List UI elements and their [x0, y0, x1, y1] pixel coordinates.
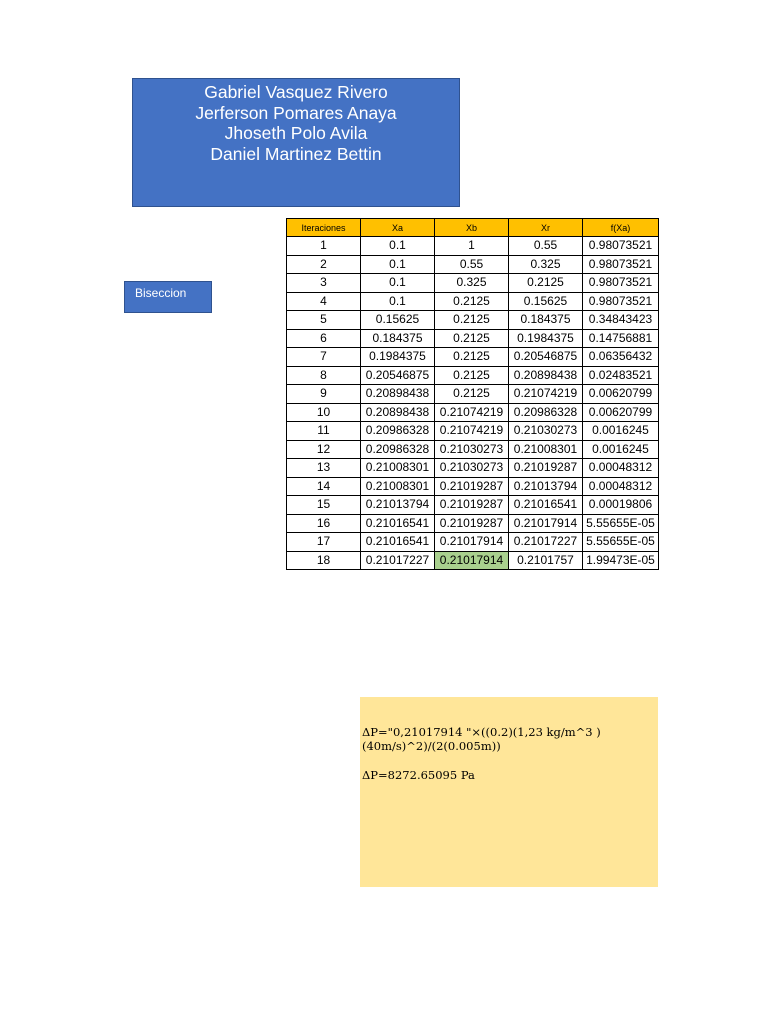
bisection-button[interactable]: Biseccion — [124, 281, 212, 313]
table-row — [287, 274, 659, 293]
cell-xr: 0.21016541 — [509, 496, 583, 515]
cell-xb: 0.21019287 — [435, 496, 509, 515]
table-row — [287, 514, 659, 533]
cell-xa: 0.21017227 — [361, 551, 435, 570]
cell-xr: 0.15625 — [509, 292, 583, 311]
cell-fxa: 0.06356432 — [583, 348, 659, 367]
table-row — [287, 255, 659, 274]
table-row — [287, 311, 659, 330]
cell-xa: 0.1 — [361, 255, 435, 274]
table-header-row — [287, 219, 659, 237]
cell-fxa: 0.98073521 — [583, 292, 659, 311]
author-name: Jhoseth Polo Avila — [224, 123, 368, 143]
author-name: Gabriel Vasquez Rivero — [204, 82, 388, 102]
cell-iteration: 8 — [287, 366, 361, 385]
header-iteraciones: Iteraciones — [287, 219, 361, 237]
cell-xa: 0.15625 — [361, 311, 435, 330]
cell-xr: 0.21074219 — [509, 385, 583, 404]
cell-xb: 0.55 — [435, 255, 509, 274]
header-xa: Xa — [361, 219, 435, 237]
cell-iteration: 13 — [287, 459, 361, 478]
cell-fxa: 0.02483521 — [583, 366, 659, 385]
cell-xr: 0.55 — [509, 237, 583, 256]
cell-xa: 0.21016541 — [361, 514, 435, 533]
table-row — [287, 459, 659, 478]
cell-iteration: 7 — [287, 348, 361, 367]
cell-fxa: 0.00019806 — [583, 496, 659, 515]
cell-xa: 0.21008301 — [361, 477, 435, 496]
formula-box — [360, 697, 658, 887]
cell-fxa: 0.98073521 — [583, 255, 659, 274]
cell-xa: 0.21008301 — [361, 459, 435, 478]
cell-xb: 0.21017914 — [435, 551, 509, 570]
header-xb: Xb — [435, 219, 509, 237]
cell-xb: 0.2125 — [435, 329, 509, 348]
cell-iteration: 14 — [287, 477, 361, 496]
cell-xa: 0.1 — [361, 237, 435, 256]
cell-fxa: 0.00048312 — [583, 477, 659, 496]
cell-xr: 0.325 — [509, 255, 583, 274]
cell-fxa: 5.55655E-05 — [583, 533, 659, 552]
formula-pressure-expression: ΔP="0,21017914 "×((0.2)(1,23 kg/m^3 )(40m/s)^2)/(2(0.005m)) — [362, 725, 601, 753]
cell-fxa: 1.99473E-05 — [583, 551, 659, 570]
table-row — [287, 385, 659, 404]
cell-fxa: 0.0016245 — [583, 422, 659, 441]
cell-fxa: 0.34843423 — [583, 311, 659, 330]
cell-iteration: 4 — [287, 292, 361, 311]
authors-box — [132, 78, 460, 207]
cell-xb: 0.21019287 — [435, 477, 509, 496]
cell-iteration: 9 — [287, 385, 361, 404]
table-row — [287, 329, 659, 348]
cell-iteration: 10 — [287, 403, 361, 422]
cell-xa: 0.20986328 — [361, 422, 435, 441]
author-name: Jerferson Pomares Anaya — [195, 102, 397, 123]
table-row — [287, 440, 659, 459]
cell-fxa: 0.00620799 — [583, 403, 659, 422]
cell-xb: 0.2125 — [435, 311, 509, 330]
cell-xb: 0.21030273 — [435, 440, 509, 459]
cell-xa: 0.1984375 — [361, 348, 435, 367]
table-row — [287, 496, 659, 515]
cell-xa: 0.1 — [361, 274, 435, 293]
table-row — [287, 348, 659, 367]
cell-xr: 0.20986328 — [509, 403, 583, 422]
table-row — [287, 533, 659, 552]
cell-iteration: 6 — [287, 329, 361, 348]
cell-xa: 0.1 — [361, 292, 435, 311]
cell-xr: 0.21008301 — [509, 440, 583, 459]
cell-xb: 0.21019287 — [435, 514, 509, 533]
author-name: Daniel Martinez Bettin — [210, 143, 382, 164]
cell-xa: 0.20898438 — [361, 385, 435, 404]
cell-xa: 0.21016541 — [361, 533, 435, 552]
cell-xr: 0.184375 — [509, 311, 583, 330]
cell-fxa: 0.00620799 — [583, 385, 659, 404]
cell-xb: 0.2125 — [435, 292, 509, 311]
cell-iteration: 3 — [287, 274, 361, 293]
cell-iteration: 18 — [287, 551, 361, 570]
cell-xb: 0.2125 — [435, 348, 509, 367]
cell-xb: 0.21030273 — [435, 459, 509, 478]
table-row — [287, 292, 659, 311]
cell-xr: 0.21019287 — [509, 459, 583, 478]
cell-xr: 0.1984375 — [509, 329, 583, 348]
cell-xb: 1 — [435, 237, 509, 256]
cell-xb: 0.21017914 — [435, 533, 509, 552]
cell-xb: 0.2125 — [435, 385, 509, 404]
cell-xb: 0.21074219 — [435, 422, 509, 441]
cell-xa: 0.184375 — [361, 329, 435, 348]
cell-xb: 0.2125 — [435, 366, 509, 385]
cell-xr: 0.20898438 — [509, 366, 583, 385]
cell-iteration: 1 — [287, 237, 361, 256]
table-body — [287, 237, 659, 570]
cell-fxa: 5.55655E-05 — [583, 514, 659, 533]
header-xr: Xr — [509, 219, 583, 237]
cell-xa: 0.20546875 — [361, 366, 435, 385]
table-row — [287, 477, 659, 496]
table-row — [287, 366, 659, 385]
cell-iteration: 15 — [287, 496, 361, 515]
iterations-table — [286, 218, 659, 570]
cell-xb: 0.21074219 — [435, 403, 509, 422]
table-row — [287, 403, 659, 422]
cell-iteration: 2 — [287, 255, 361, 274]
cell-xr: 0.20546875 — [509, 348, 583, 367]
cell-xa: 0.20898438 — [361, 403, 435, 422]
cell-fxa: 0.0016245 — [583, 440, 659, 459]
table-row — [287, 237, 659, 256]
cell-xr: 0.2101757 — [509, 551, 583, 570]
cell-iteration: 16 — [287, 514, 361, 533]
cell-iteration: 12 — [287, 440, 361, 459]
cell-xr: 0.2125 — [509, 274, 583, 293]
cell-iteration: 11 — [287, 422, 361, 441]
table-row — [287, 422, 659, 441]
cell-xr: 0.21013794 — [509, 477, 583, 496]
formula-pressure-result: ΔP=8272.65095 Pa — [362, 768, 475, 782]
cell-iteration: 5 — [287, 311, 361, 330]
cell-fxa: 0.14756881 — [583, 329, 659, 348]
cell-xr: 0.21017227 — [509, 533, 583, 552]
cell-fxa: 0.98073521 — [583, 274, 659, 293]
cell-fxa: 0.98073521 — [583, 237, 659, 256]
table-row — [287, 551, 659, 570]
cell-iteration: 17 — [287, 533, 361, 552]
cell-xr: 0.21030273 — [509, 422, 583, 441]
cell-xa: 0.21013794 — [361, 496, 435, 515]
cell-fxa: 0.00048312 — [583, 459, 659, 478]
cell-xa: 0.20986328 — [361, 440, 435, 459]
cell-xr: 0.21017914 — [509, 514, 583, 533]
header-fxa: f(Xa) — [583, 219, 659, 237]
cell-xb: 0.325 — [435, 274, 509, 293]
